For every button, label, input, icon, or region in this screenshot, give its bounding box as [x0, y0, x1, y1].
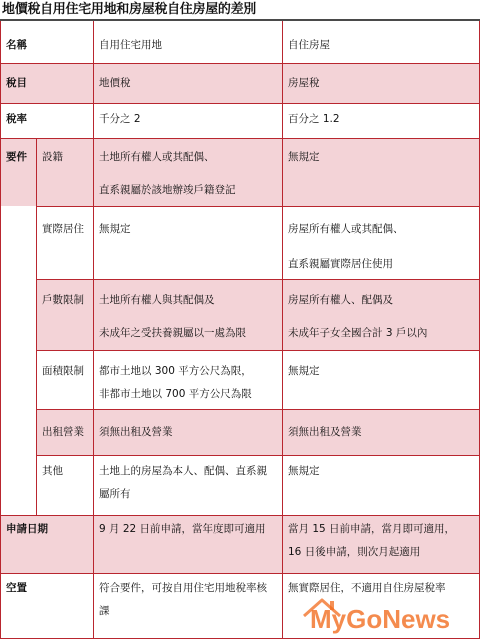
- row-bg-tax-rate: [0, 103, 480, 138]
- cell-tax-item-col1: 地價稅: [99, 77, 131, 89]
- sub-label-limit-units: 戶數限制: [42, 294, 84, 306]
- cell-rental-col2: 須無出租及營業: [288, 426, 362, 438]
- sub-label-household: 設籍: [42, 151, 63, 163]
- rule: [93, 21, 94, 639]
- cell-vacant-col2: 無實際居住，不適用自住房屋稅率: [288, 582, 446, 594]
- cell-apply-date-col1: 9 月 22 日前申請，當年度即可適用: [99, 523, 266, 535]
- rule: [0, 63, 480, 64]
- cell-rental-col1: 須無出租及營業: [99, 426, 173, 438]
- cell-limit-area-col2: 無規定: [288, 365, 320, 377]
- cell-limit-units-col2-line2: 未成年子女全國合計 3 戶以內: [288, 327, 428, 339]
- cell-limit-units-col2-line1: 房屋所有權人、配偶及: [288, 294, 393, 306]
- rule: [0, 138, 480, 139]
- header-col1: 自用住宅用地: [99, 39, 162, 51]
- rule: [0, 573, 480, 574]
- header-col2: 自住房屋: [288, 39, 330, 51]
- cell-limit-units-col1-line2: 未成年之受扶養親屬以一處為限: [99, 327, 246, 339]
- document-title: 地價稅自用住宅用地和房屋稅自住房屋的差別: [2, 2, 257, 17]
- cell-other-col1-line1: 土地上的房屋為本人、配偶、直系親: [99, 465, 267, 477]
- cell-limit-units-col1-line1: 土地所有權人與其配偶及: [99, 294, 215, 306]
- rule: [36, 138, 37, 515]
- row-label-tax-rate: 稅率: [6, 113, 27, 125]
- cell-household-col2: 無規定: [288, 151, 320, 163]
- rule: [0, 21, 1, 639]
- row-bg-household: [0, 138, 480, 206]
- sub-label-limit-area: 面積限制: [42, 365, 84, 377]
- cell-residence-col2-line2: 直系親屬實際居住使用: [288, 258, 393, 270]
- rule: [36, 279, 480, 280]
- cell-limit-area-col1-line1: 都市土地以 300 平方公尺為限，: [99, 365, 252, 377]
- row-label-tax-item: 稅目: [6, 77, 27, 89]
- logo-wordmark: MyGoNews: [310, 604, 451, 634]
- rule: [0, 103, 480, 104]
- cell-household-col1-line2: 直系親屬於該地辦竣戶籍登記: [99, 184, 236, 196]
- requirements-label: 要件: [6, 151, 27, 163]
- rule: [36, 206, 480, 207]
- rule: [36, 350, 480, 351]
- cell-residence-col1: 無規定: [99, 223, 131, 235]
- rule: [36, 409, 480, 410]
- row-bg-residence: [36, 206, 480, 279]
- cell-tax-item-col2: 房屋稅: [288, 77, 320, 89]
- cell-household-col1-line1: 土地所有權人或其配偶、: [99, 151, 215, 163]
- mygonews-logo: [300, 588, 476, 636]
- cell-vacant-col1-line1: 符合要件，可按自用住宅用地稅率核: [99, 582, 267, 594]
- cell-other-col1-line2: 屬所有: [99, 488, 131, 500]
- rule: [36, 455, 480, 456]
- cell-tax-rate-col2: 百分之 1.2: [288, 113, 340, 125]
- sub-label-residence: 實際居住: [42, 223, 84, 235]
- cell-vacant-col1-line2: 課: [99, 605, 110, 617]
- row-label-vacant: 空置: [6, 582, 27, 594]
- cell-tax-rate-col1: 千分之 2: [99, 113, 141, 125]
- cell-residence-col2-line1: 房屋所有權人或其配偶、: [288, 223, 404, 235]
- cell-other-col2: 無規定: [288, 465, 320, 477]
- header-row-bg: [0, 21, 480, 63]
- rule: [282, 21, 283, 639]
- row-bg-tax-item: [0, 63, 480, 103]
- rule: [0, 638, 480, 639]
- row-label-apply-date: 申請日期: [6, 523, 48, 535]
- header-name: 名稱: [6, 39, 27, 51]
- requirements-label-bg: [0, 206, 36, 515]
- sub-label-rental: 出租營業: [42, 426, 84, 438]
- cell-apply-date-col2-line1: 當月 15 日前申請，當月即可適用，: [288, 523, 456, 535]
- sub-label-other: 其他: [42, 465, 63, 477]
- cell-limit-area-col1-line2: 非都市土地以 700 平方公尺為限: [99, 388, 252, 400]
- cell-apply-date-col2-line2: 16 日後申請，則次月起適用: [288, 546, 421, 558]
- rule: [0, 515, 480, 516]
